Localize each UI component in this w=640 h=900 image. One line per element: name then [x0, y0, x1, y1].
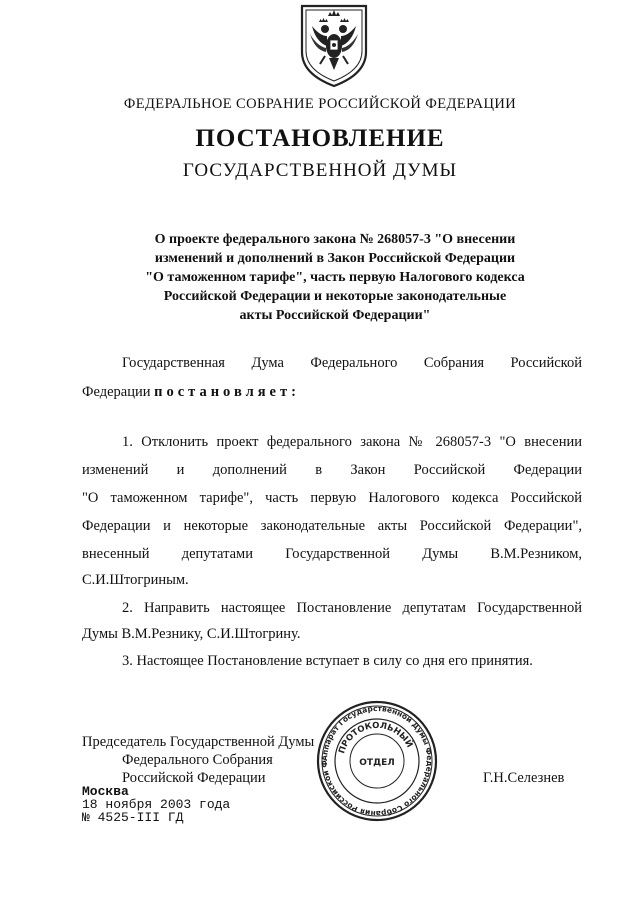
- svg-text:ПРОТОКОЛЬНЫЙ: [337, 721, 416, 755]
- subject-line: О проекте федерального закона № 268057-3 "О внесении: [154, 232, 516, 247]
- subject-line: изменений и дополнений в Закон Российской Федерации: [154, 251, 516, 266]
- item-3-line: 3. Настоящее Постановление вступает в силу со дня его принятия.: [122, 653, 533, 669]
- stamp-middle-text: ПРОТОКОЛЬНЫЙ: [337, 720, 415, 756]
- place: Москва: [82, 784, 129, 799]
- preamble-action: постановляет:: [154, 384, 300, 400]
- stamp-center-text: ОТДЕЛ: [359, 758, 395, 768]
- resolution-subject: [100, 230, 570, 325]
- document-number: № 4525-III ГД: [82, 810, 184, 825]
- subject-line: акты Российской Федерации": [239, 308, 431, 323]
- preamble-line: Государственная Дума Федерального Собрания Российской: [122, 355, 582, 371]
- official-stamp: [316, 700, 438, 822]
- signatory-position: Федерального Собрания: [122, 752, 273, 768]
- subject-line: Российской Федерации и некоторые законодательные: [163, 289, 507, 304]
- item-2-line: 2. Направить настоящее Постановление депутатам Государственной: [122, 600, 582, 616]
- eagle-emblem-icon: [298, 2, 370, 88]
- item-1-line: С.И.Штогриным.: [82, 572, 189, 588]
- document-type-title: ПОСТАНОВЛЕНИЕ: [195, 125, 445, 152]
- item-1-line: изменений и дополнений в Закон Российской Федерации: [82, 462, 582, 478]
- stamp-outer-text: Аппарат Государственной Думы Федерального Собрания Российской Ф: [319, 703, 435, 819]
- item-1-line: внесенный депутатами Государственной Думы В.М.Резником,: [82, 546, 582, 562]
- state-emblem: [298, 2, 370, 88]
- subject-line: "О таможенном тарифе", часть первую Налогового кодекса: [145, 270, 525, 285]
- signatory-position: Председатель Государственной Думы: [82, 734, 315, 750]
- stamp-seal-icon: [316, 700, 438, 822]
- item-1-line: 1. Отклонить проект федерального закона № 268057-3 "О внесении: [122, 434, 582, 450]
- organization-name: ФЕДЕРАЛЬНОЕ СОБРАНИЕ РОССИЙСКОЙ ФЕДЕРАЦИИ: [123, 96, 517, 112]
- signer-name: Г.Н.Селезнев: [483, 770, 565, 786]
- item-2-line: Думы В.М.Резнику, С.И.Штогрину.: [82, 626, 301, 642]
- signatory-position: Российской Федерации: [122, 770, 266, 786]
- date: 18 ноября 2003 года: [82, 797, 231, 812]
- issuer-subtitle: ГОСУДАРСТВЕННОЙ ДУМЫ: [182, 160, 458, 181]
- item-1-line: Федерации и некоторые законодательные акты Российской Федерации",: [82, 518, 582, 534]
- preamble-prefix: Федерации: [82, 384, 151, 400]
- item-1-line: "О таможенном тарифе", часть первую Налогового кодекса Российской: [82, 490, 582, 506]
- preamble-decision: [82, 384, 300, 401]
